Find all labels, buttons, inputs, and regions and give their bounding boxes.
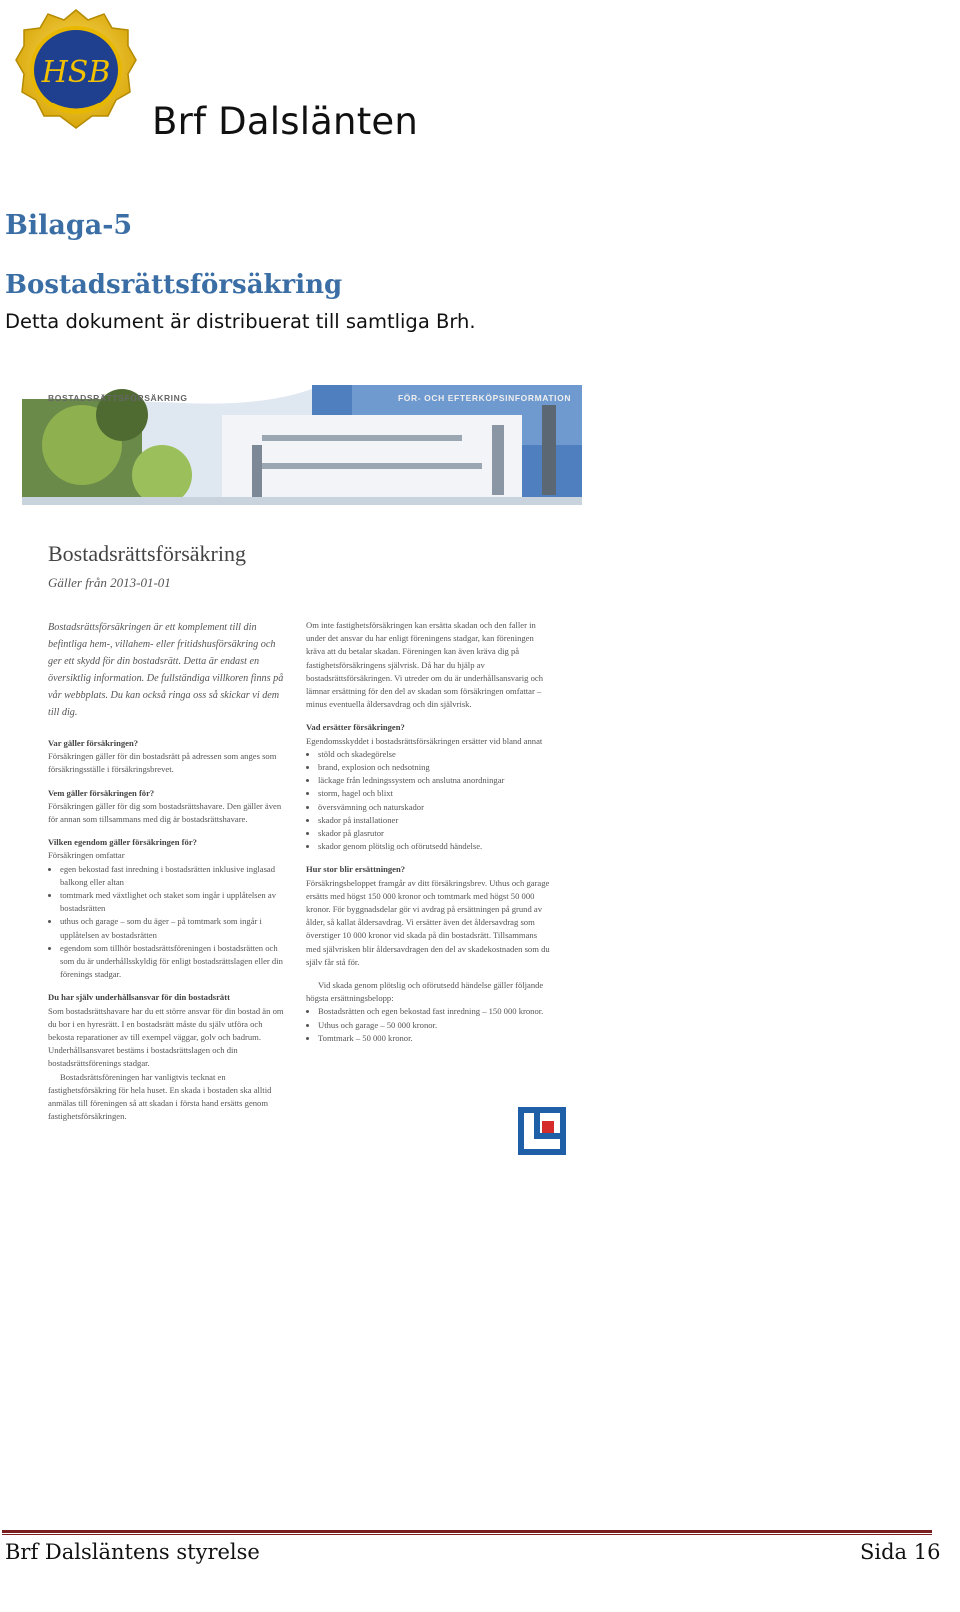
heading: Vilken egendom gäller försäkringen för?: [48, 837, 197, 848]
footer-organization: Brf Dalsläntens styrelse: [5, 1540, 260, 1564]
brochure-subtitle: Gäller från 2013-01-01: [48, 575, 171, 590]
brochure-lede: Bostadsrättsförsäkringen är ett komplement till din befintliga hem-, villahem- eller fritidshusförsäkring och ger ett skydd för din bostadsrätt. Detta är endast en översiktlig information. De fullständiga villkoren finns på vår webbplats. Du kan också ringa oss så skickar vi dem till dig.: [48, 622, 284, 718]
banner-label-left: BOSTADSRÄTTSFÖRSÄKRING: [48, 393, 188, 403]
paragraph: Egendomsskyddet i bostadsrättsförsäkringen ersätter vid bland annat: [306, 735, 543, 746]
list-item: • egendom som tillhör bostadsrättsföreningen i bostadsrätten och som du är underhållsskyldig för enligt bostadsrättslagen eller din förenings stadgar.: [60, 942, 288, 982]
building-photo: [22, 385, 582, 505]
paragraph: Försäkringen gäller för dig som bostadsrättshavare. Den gäller även för annan som tillsammans med dig är bostadsrättshavare.: [48, 800, 282, 825]
list-item: • skador på glasrutor: [318, 827, 550, 840]
intro-text: Detta dokument är distribuerat till samtliga Brh.: [5, 310, 476, 333]
organization-name: Brf Dalslänten: [152, 100, 419, 143]
attachment-title: Bilaga-5: [5, 210, 133, 241]
insurer-logo-icon: [518, 1107, 566, 1155]
paragraph: Försäkringen gäller för din bostadsrätt på adressen som anges som försäkringsställe i försäkringsbrevet.: [48, 751, 277, 775]
paragraph: Bostadsrättsföreningen har vanligtvis tecknat en fastighetsförsäkring för hela huset. En skada i bostaden ska alltid anmälas till föreningen så att skadan i första hand ersätts genom fastighetsförsäkringen.: [48, 1071, 272, 1122]
list-item: • Tomtmark – 50 000 kronor.: [318, 1032, 550, 1045]
heading: Du har själv underhållsansvar för din bostadsrätt: [48, 992, 230, 1003]
heading: Var gäller försäkringen?: [48, 738, 139, 748]
list-item: • skador på installationer: [318, 814, 550, 827]
list-item: • stöld och skadegörelse: [318, 748, 550, 761]
brochure-scan: [22, 385, 582, 1185]
svg-text:HSB: HSB: [41, 55, 111, 90]
list-item: • skador genom plötslig och oförutsedd händelse.: [318, 840, 550, 853]
list-item: • brand, explosion och nedsotning: [318, 761, 550, 774]
list-item: • översvämning och naturskador: [318, 801, 550, 814]
paragraph: Försäkringsbeloppet framgår av ditt försäkringsbrev. Uthus och garage ersätts med högst 150 000 kronor och tomtmark med högst 50 000 kronor. För byggnadsdelar gör vi avdrag på ersättningen på grund av ålder, så kallat åldersavdrag. Vi ersätter även det åldersavdrag som överstiger 10 000 kronor vid skada på din bostadsrätt. Tillsammans med självrisken blir åldersavdragen den del av skadekostnaden som du själv får stå för.: [306, 877, 550, 967]
hsb-logo: [12, 6, 140, 134]
page-number: Sida 16: [860, 1540, 941, 1564]
brochure-left-column: [48, 619, 288, 1123]
footer-divider: [2, 1530, 932, 1536]
coverage-list: [48, 863, 288, 982]
list-item: • uthus och garage – som du äger – på tomtmark som ingår i upplåtelsen av bostadsrätten: [60, 915, 288, 941]
list-item: • egen bekostad fast inredning i bostadsrätten inklusive inglasad balkong eller altan: [60, 863, 288, 889]
heading: Vad ersätter försäkringen?: [306, 722, 405, 733]
banner-label-right: FÖR- OCH EFTERKÖPSINFORMATION: [398, 393, 572, 403]
brochure-right-column: [306, 619, 550, 1055]
list-item: • storm, hagel och blixt: [318, 787, 550, 800]
limits-list: [306, 1005, 550, 1045]
paragraph: Som bostadsrättshavare har du ett större ansvar för din bostad än om du bor i en hyresrätt. I en bostadsrätt måste du själv utföra och bekosta reparationer av till exempel väggar, golv och badrum. Underhållsansvaret bestäms i bostadsrättslagen och din bostadsrättsförenings stadgar.: [48, 1005, 284, 1069]
list-item: • tomtmark med växtlighet och staket som ingår i upplåtelsen av bostadsrätten: [60, 889, 288, 915]
paragraph: Försäkringen omfattar: [48, 850, 125, 861]
section-title: Bostadsrättsförsäkring: [5, 270, 343, 300]
paragraph: Om inte fastighetsförsäkringen kan ersätta skadan och den faller in under det ansvar du har enligt föreningens stadgar, kan föreningen kräva att du betalar skadan. Föreningen kan även kräva dig på fastighetsförsäkringens självrisk. Då har du hjälp av bostadsrättsförsäkringen. Vi utreder om du är underhållsansvarig och lämnar ersättning för den del av skadan som försäkringen omfattar – minus eventuella åldersavdrag och din självrisk.: [306, 620, 544, 710]
list-item: • Bostadsrätten och egen bekostad fast inredning – 150 000 kronor.: [318, 1005, 550, 1018]
list-item: • Uthus och garage – 50 000 kronor.: [318, 1019, 550, 1032]
brochure-banner: [22, 385, 582, 505]
brochure-title: Bostadsrättsförsäkring: [48, 541, 246, 566]
damage-list: [306, 748, 550, 854]
heading: Vem gäller försäkringen för?: [48, 787, 155, 798]
heading: Hur stor blir ersättningen?: [306, 864, 406, 875]
paragraph: Vid skada genom plötslig och oförutsedd händelse gäller följande högsta ersättningsbelopp:: [306, 980, 544, 1004]
list-item: • läckage från ledningssystem och anslutna anordningar: [318, 774, 550, 787]
